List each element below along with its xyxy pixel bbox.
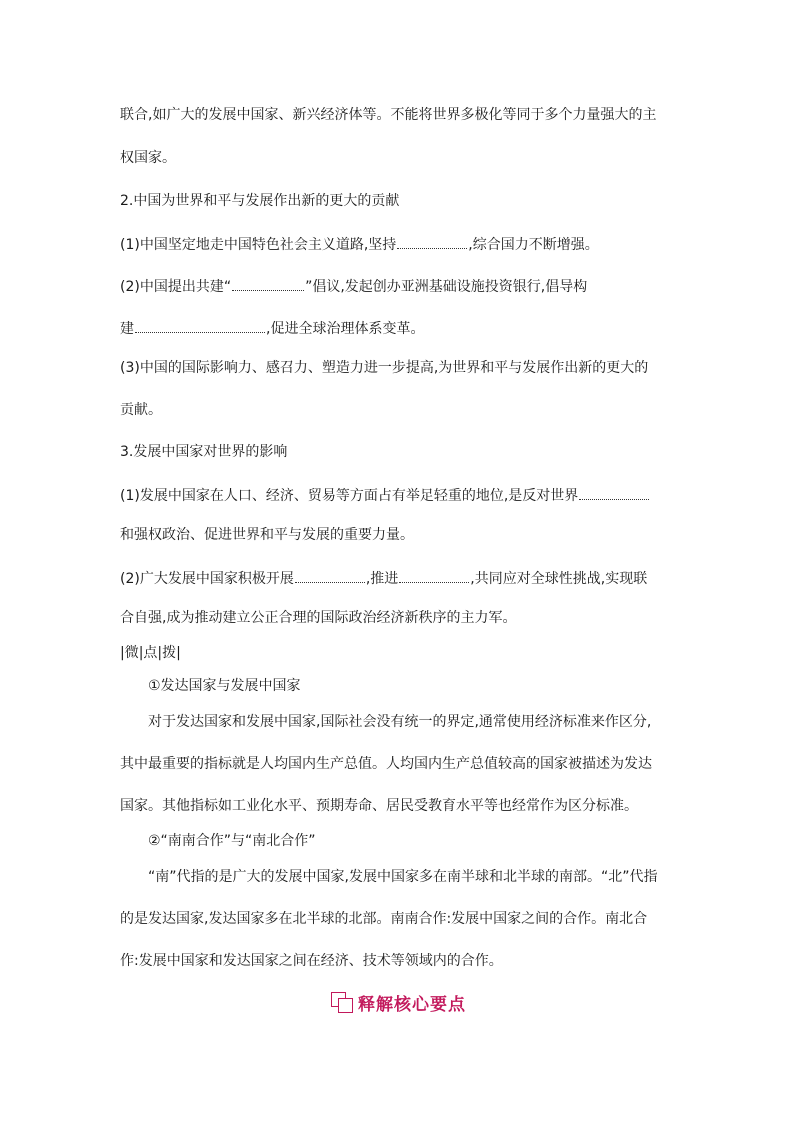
paragraph-line — [120, 234, 680, 254]
text: (1)发展中国家在人口、经济、贸易等方面占有举足轻重的地位,是反对世界 — [120, 488, 579, 504]
text: 合自强,成为推动建立公正合理的国际政治经济新秩序的主力军。 — [120, 610, 517, 626]
section-title — [120, 192, 680, 210]
subsection-title-text: ①发达国家与发展中国家 — [148, 678, 301, 694]
section-title — [120, 443, 680, 461]
paragraph-line — [120, 485, 680, 505]
paragraph-line — [120, 359, 680, 377]
text: 和强权政治、促进世界和平与发展的重要力量。 — [120, 527, 414, 543]
banner-title: 释解核心要点 — [358, 994, 466, 1015]
text: (3)中国的国际影响力、感召力、塑造力进一步提高,为世界和平与发展作出新的更大的 — [120, 360, 649, 376]
text: ,推进 — [365, 571, 399, 587]
paragraph-line — [120, 609, 680, 627]
text: 对于发达国家和发展中国家,国际社会没有统一的界定,通常使用经济标准来作区分, — [148, 714, 652, 730]
section-title-text: 3.发展中国家对世界的影响 — [120, 444, 288, 460]
text: 联合,如广大的发展中国家、新兴经济体等。不能将世界多极化等同于多个力量强大的主 — [120, 107, 657, 123]
text: ”倡议,发起创办亚洲基础设施投资银行,倡导构 — [305, 279, 588, 295]
paragraph-line — [120, 526, 680, 544]
paragraph-line — [120, 318, 680, 338]
text: 其中最重要的指标就是人均国内生产总值。人均国内生产总值较高的国家被描述为发达 — [120, 756, 652, 772]
paragraph-line — [148, 713, 708, 731]
text: ,促进全球治理体系变革。 — [266, 321, 425, 337]
subsection-title — [148, 677, 708, 695]
fill-blank — [135, 318, 265, 333]
fill-blank — [399, 568, 469, 583]
text: 国家。其他指标如工业化水平、预期寿命、居民受教育水平等也经常作为区分标准。 — [120, 798, 638, 814]
paragraph-line — [120, 952, 680, 970]
fill-blank — [295, 568, 365, 583]
fill-blank — [397, 234, 467, 249]
section-banner — [330, 988, 466, 1016]
text: ,共同应对全球性挑战,实现联 — [470, 571, 648, 587]
paragraph-line — [120, 568, 680, 588]
paragraph-line — [120, 276, 680, 296]
text: (2)中国提出共建“ — [120, 279, 232, 295]
fill-blank — [579, 485, 649, 500]
micro-tip-label — [120, 644, 680, 662]
text: “南”代指的是广大的发展中国家,发展中国家多在南半球和北半球的南部。“北”代指 — [148, 869, 658, 885]
text: ,综合国力不断增强。 — [468, 237, 599, 253]
text: 建 — [120, 321, 134, 337]
paragraph-line — [120, 106, 680, 124]
paragraph-line — [120, 910, 680, 928]
paragraph-line — [120, 401, 680, 419]
paragraph-line — [148, 868, 708, 886]
paragraph-line — [120, 797, 680, 815]
text: (2)广大发展中国家积极开展 — [120, 571, 294, 587]
subsection-title — [148, 832, 708, 850]
text: 权国家。 — [120, 150, 176, 166]
subsection-title-text: ②“南南合作”与“南北合作” — [148, 833, 316, 849]
text: (1)中国坚定地走中国特色社会主义道路,坚持 — [120, 237, 397, 253]
overlapping-squares-icon — [330, 991, 354, 1013]
text: 贡献。 — [120, 402, 162, 418]
text: 的是发达国家,发达国家多在北半球的北部。南南合作:发展中国家之间的合作。南北合 — [120, 911, 648, 927]
section-title-text: 2.中国为世界和平与发展作出新的更大的贡献 — [120, 193, 400, 209]
micro-tip-text: |微|点|拨| — [120, 645, 181, 661]
fill-blank — [232, 276, 304, 291]
paragraph-line — [120, 149, 680, 167]
paragraph-line — [120, 755, 680, 773]
text: 作:发展中国家和发达国家之间在经济、技术等领域内的合作。 — [120, 953, 503, 969]
